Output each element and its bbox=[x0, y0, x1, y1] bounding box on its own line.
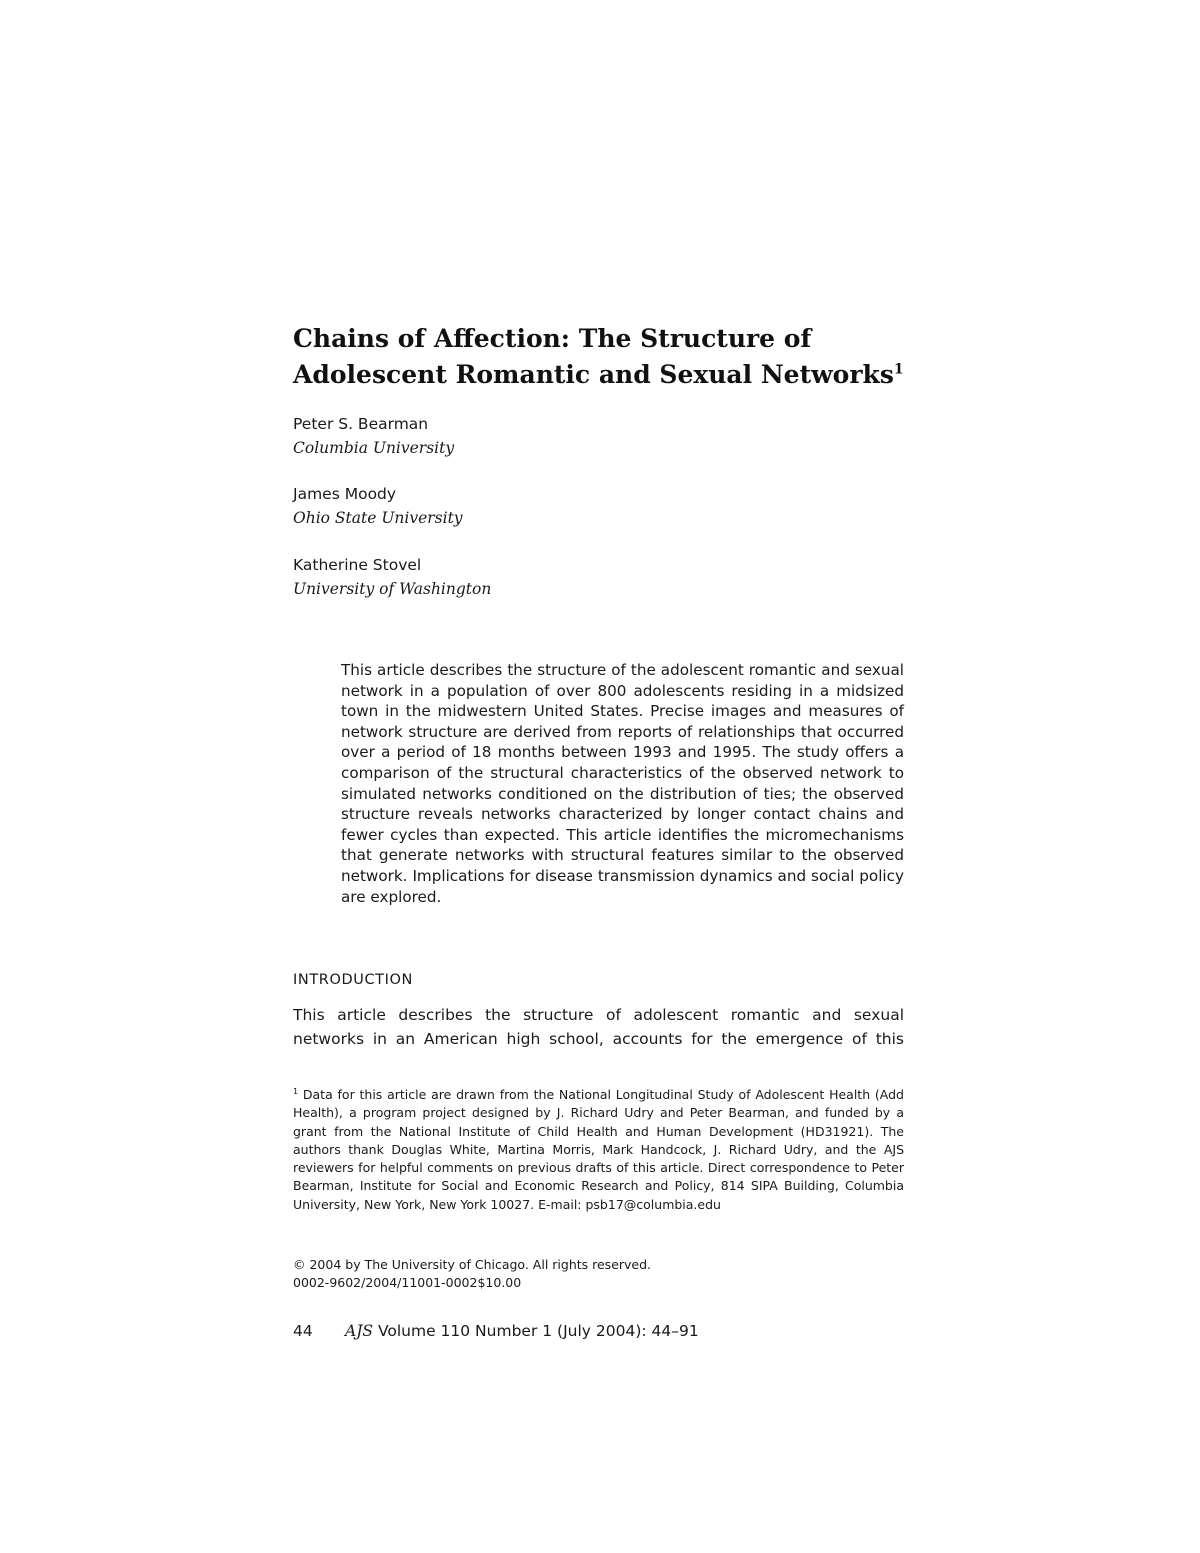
section-heading-introduction: INTRODUCTION bbox=[293, 972, 413, 988]
author-affiliation: University of Washington bbox=[293, 580, 492, 598]
author-affiliation: Columbia University bbox=[293, 439, 455, 457]
author-block-3 bbox=[293, 553, 793, 601]
article-title bbox=[293, 321, 933, 393]
footnote bbox=[293, 1086, 904, 1214]
issn-code: 0002-9602/2004/11001-0002$10.00 bbox=[293, 1275, 522, 1290]
footnote-text: Data for this article are drawn from the National Longitudinal Study of Adolescent Health (Add Health), a program project designed by J. Richard Udry and Peter Bearman, and funded by a grant from the National Institute of Child Health and Human Development (HD31921). The authors thank Douglas White, Martina Morris, Mark Handcock, J. Richard Udry, and the AJS reviewers for helpful comments on previous drafts of this article. Direct correspondence to Peter Bearman, Institute for Social and Economic Research and Policy, 814 SIPA Building, Columbia University, New York, New York 10027. E-mail: psb17@columbia.edu bbox=[293, 1087, 904, 1212]
page-number: 44 bbox=[293, 1322, 313, 1340]
copyright-block bbox=[293, 1256, 904, 1292]
author-name: James Moody bbox=[293, 485, 397, 503]
introduction-text: This article describes the structure of adolescent romantic and sexual networks in an American high school, accounts for the emergence of this bbox=[293, 1006, 904, 1048]
author-name: Peter S. Bearman bbox=[293, 415, 429, 433]
author-affiliation: Ohio State University bbox=[293, 509, 463, 527]
author-block-1 bbox=[293, 412, 793, 460]
title-footnote-mark: 1 bbox=[893, 361, 904, 378]
abstract: This article describes the structure of the adolescent romantic and sexual network in a population of over 800 adolescents residing in a midsized town in the midwestern United States. Precise images and measures of network structure are derived from reports of relationships that occurred over a period of 18 months between 1993 and 1995. The study offers a comparison of the structural characteristics of the observed network to simulated networks conditioned on the distribution of ties; the observed structure reveals networks characterized by longer contact chains and fewer cycles than expected. This article identifies the micromechanisms that generate networks with structural features similar to the observed network. Implications for disease transmission dynamics and social policy are explored. bbox=[341, 661, 904, 906]
article-title-line-2 bbox=[293, 357, 933, 393]
article-title-line-2-text: Adolescent Romantic and Sexual Networks bbox=[293, 360, 894, 389]
copyright-notice: © 2004 by The University of Chicago. All rights reserved. bbox=[293, 1257, 652, 1272]
author-block-2 bbox=[293, 482, 793, 530]
journal-name: AJS bbox=[345, 1322, 374, 1340]
journal-citation: Volume 110 Number 1 (July 2004): 44–91 bbox=[377, 1322, 699, 1340]
page-footer bbox=[293, 1320, 904, 1342]
author-name: Katherine Stovel bbox=[293, 556, 422, 574]
footnote-mark: 1 bbox=[293, 1086, 299, 1096]
article-title-line-1: Chains of Affection: The Structure of bbox=[293, 324, 812, 353]
